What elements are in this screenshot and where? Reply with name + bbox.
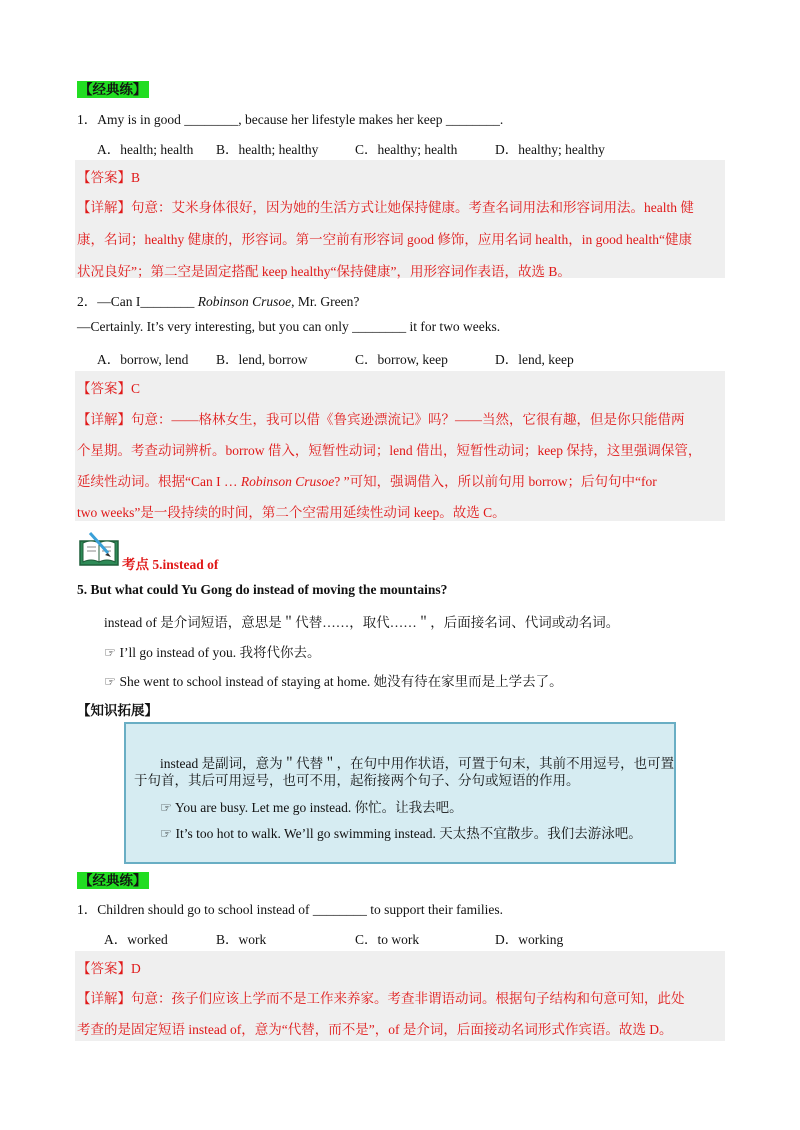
detail-line: 【详解】句意：孩子们应该上学而不是工作来养家。考查非谓语动词。根据句子结构和句意可知，此处 <box>77 991 685 1006</box>
question-stem: 1．Children should go to school instead of ________ to support their families. <box>77 902 503 917</box>
detail-text: ? ”可知，强调借入，所以前句用 borrow；后句句中“for <box>334 474 657 489</box>
example-sentence: ☞ She went to school instead of staying at home. 她没有待在家里而是上学去了。 <box>104 674 563 689</box>
detail-line: two weeks”是一段持续的时间，第二个空需用延续性动词 keep。故选 C。 <box>77 505 506 520</box>
kaodian-question: 5. But what could Yu Gong do instead of moving the mountains? <box>77 582 448 597</box>
option-a: A．health; health <box>97 142 194 157</box>
answer-label: 【答案】D <box>77 961 141 976</box>
book-title: Robinson Crusoe <box>197 294 292 309</box>
option-b: B．lend, borrow <box>216 352 308 367</box>
answer-block <box>75 951 725 1041</box>
question-stem <box>77 290 359 310</box>
kaodian-title: 考点 5.instead of <box>122 557 219 572</box>
option-a: A．worked <box>104 932 168 947</box>
detail-line: 状况良好”；第二空是固定搭配 keep healthy“保持健康”，用形容词作表语，故选 B。 <box>77 264 571 279</box>
section-tag <box>77 78 149 98</box>
option-c: C．healthy; health <box>355 142 458 157</box>
detail-line: 康，名词；healthy 健康的，形容词。第一空前有形容词 good 修饰，应用名词 health，in good health“健康 <box>77 232 692 247</box>
detail-line: 【详解】句意：——格林女生，我可以借《鲁宾逊漂流记》吗？——当然，它很有趣，但是你只能借两 <box>77 412 685 427</box>
detail-line: 考查的是固定短语 instead of，意为“代替，而不是”，of 是介词，后面接动名词形式作宾语。故选 D。 <box>77 1022 673 1037</box>
section-tag-label: 【经典练】 <box>79 82 147 97</box>
detail-text: 延续性动词。根据“Can I … <box>77 474 241 489</box>
question-stem-reply: —Certainly. It’s very interesting, but you can only ________ it for two weeks. <box>77 319 501 334</box>
knowledge-box <box>124 722 676 864</box>
answer-block <box>75 160 725 278</box>
answer-label: 【答案】B <box>77 170 141 185</box>
box-text: instead 是副词，意为＂代替＂，在句中用作状语，可置于句末，其前不用逗号，也可置 <box>160 756 675 771</box>
example-sentence: ☞ It’s too hot to walk. We’ll go swimming instead. 天太热不宜散步。我们去游泳吧。 <box>160 826 642 841</box>
option-a: A．borrow, lend <box>97 352 189 367</box>
book-title: Robinson Crusoe <box>240 474 335 489</box>
box-text: 于句首，其后可用逗号，也可不用，起衔接两个句子、分句或短语的作用。 <box>134 773 580 788</box>
kaodian-explanation: instead of 是介词短语，意思是＂代替……，取代……＂，后面接名词、代词或动名词。 <box>104 615 620 630</box>
stem-text: , Mr. Green? <box>291 294 360 309</box>
option-c: C．borrow, keep <box>355 352 448 367</box>
option-c: C．to work <box>355 932 420 947</box>
detail-line: 个星期。考查动词辨析。borrow 借入，短暂性动词；lend 借出，短暂性动词；keep 保持，这里强调保管， <box>77 443 702 458</box>
answer-label: 【答案】C <box>77 381 141 396</box>
stem-text: 2．—Can I________ <box>77 294 198 309</box>
section-tag-label: 【经典练】 <box>79 873 147 888</box>
option-b: B．health; healthy <box>216 142 319 157</box>
section-tag <box>77 869 149 889</box>
option-b: B．work <box>216 932 267 947</box>
answer-block <box>75 371 725 521</box>
option-d: D．lend, keep <box>495 352 574 367</box>
book-icon <box>78 531 120 567</box>
example-sentence: ☞ You are busy. Let me go instead. 你忙。让我去吧。 <box>160 800 463 815</box>
option-d: D．working <box>495 932 564 947</box>
example-sentence: ☞ I’ll go instead of you. 我将代你去。 <box>104 645 321 660</box>
detail-line <box>77 470 657 490</box>
expand-tag: 【知识拓展】 <box>77 703 158 718</box>
detail-line: 【详解】句意：艾米身体很好，因为她的生活方式让她保持健康。考查名词用法和形容词用法。health 健 <box>77 200 694 215</box>
option-d: D．healthy; healthy <box>495 142 605 157</box>
question-stem: 1．Amy is in good ________, because her lifestyle makes her keep ________. <box>77 112 504 127</box>
